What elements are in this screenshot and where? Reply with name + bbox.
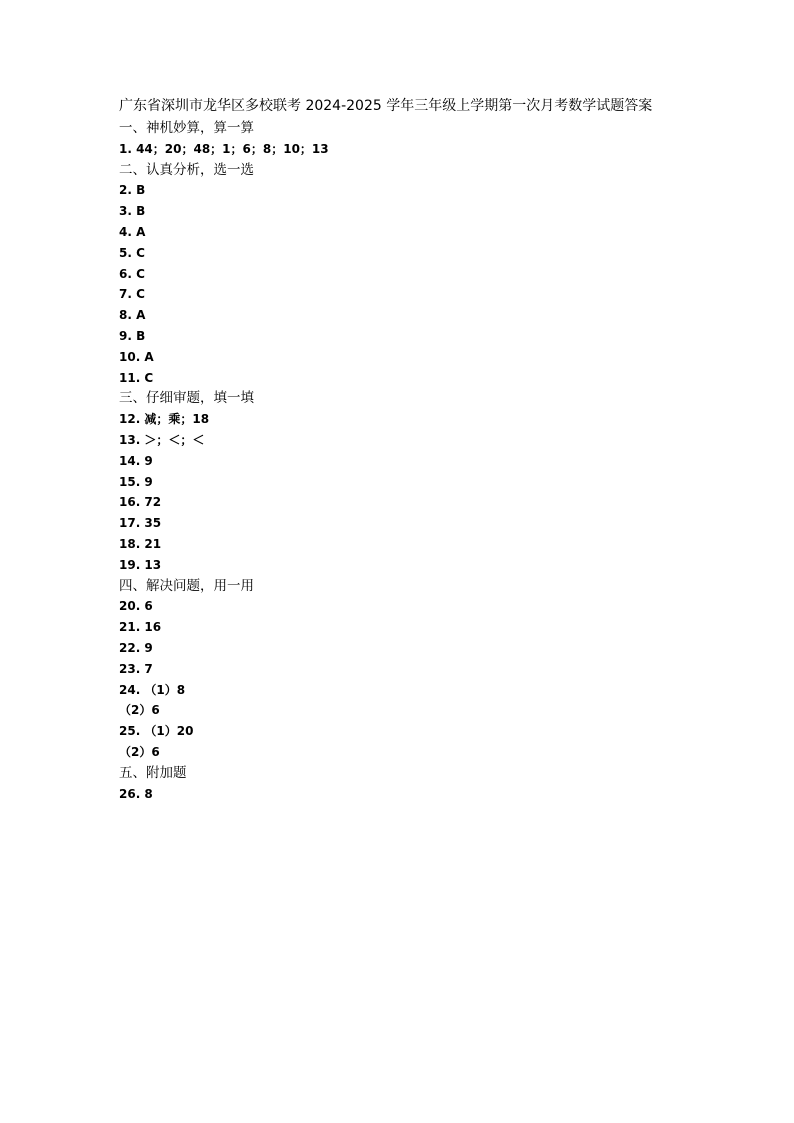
answer-line: 6. C: [119, 266, 145, 281]
answer-line: 9. B: [119, 328, 146, 343]
answer-line: 16. 72: [119, 495, 162, 510]
answer-line: 5. C: [119, 245, 145, 260]
answer-line: 8. A: [119, 308, 146, 323]
answer-line: 26. 8: [119, 786, 153, 801]
answer-line: 3. B: [119, 204, 146, 219]
section-heading: 二、认真分析，选一选: [119, 161, 254, 178]
answer-line: 22. 9: [119, 640, 153, 655]
section-heading: 五、附加题: [119, 764, 187, 781]
page-title: 广东省深圳市龙华区多校联考 2024-2025 学年三年级上学期第一次月考数学试题答案: [119, 98, 653, 114]
answer-line: 7. C: [119, 287, 145, 302]
answer-line: 20. 6: [119, 599, 153, 614]
answer-line: 23. 7: [119, 661, 153, 676]
answer-line: 21. 16: [119, 620, 162, 635]
answer-line: 12. 减；乘；18: [119, 412, 210, 427]
section-heading: 三、仔细审题，填一填: [119, 390, 254, 407]
answer-line: 25. （1）20: [119, 724, 194, 739]
answer-line: 13. ＞；＜；＜: [119, 432, 205, 447]
answer-line: 24. （1）8: [119, 682, 186, 697]
answer-line: 2. B: [119, 183, 146, 198]
answer-line: 4. A: [119, 224, 146, 239]
answer-line: 15. 9: [119, 474, 153, 489]
answer-line: （2）6: [119, 744, 160, 759]
answer-line: 10. A: [119, 349, 154, 364]
answer-list: [119, 118, 329, 804]
section-heading: 一、神机妙算，算一算: [119, 120, 254, 136]
answer-line: 14. 9: [119, 453, 153, 468]
answer-line: 1. 44；20；48；1；6；8；10；13: [119, 141, 329, 156]
answer-line: （2）6: [119, 703, 160, 718]
answer-line: 18. 21: [119, 536, 162, 551]
section-heading: 四、解决问题，用一用: [119, 577, 254, 594]
answer-line: 19. 13: [119, 557, 162, 572]
answer-line: 17. 35: [119, 516, 162, 531]
answer-line: 11. C: [119, 370, 154, 385]
